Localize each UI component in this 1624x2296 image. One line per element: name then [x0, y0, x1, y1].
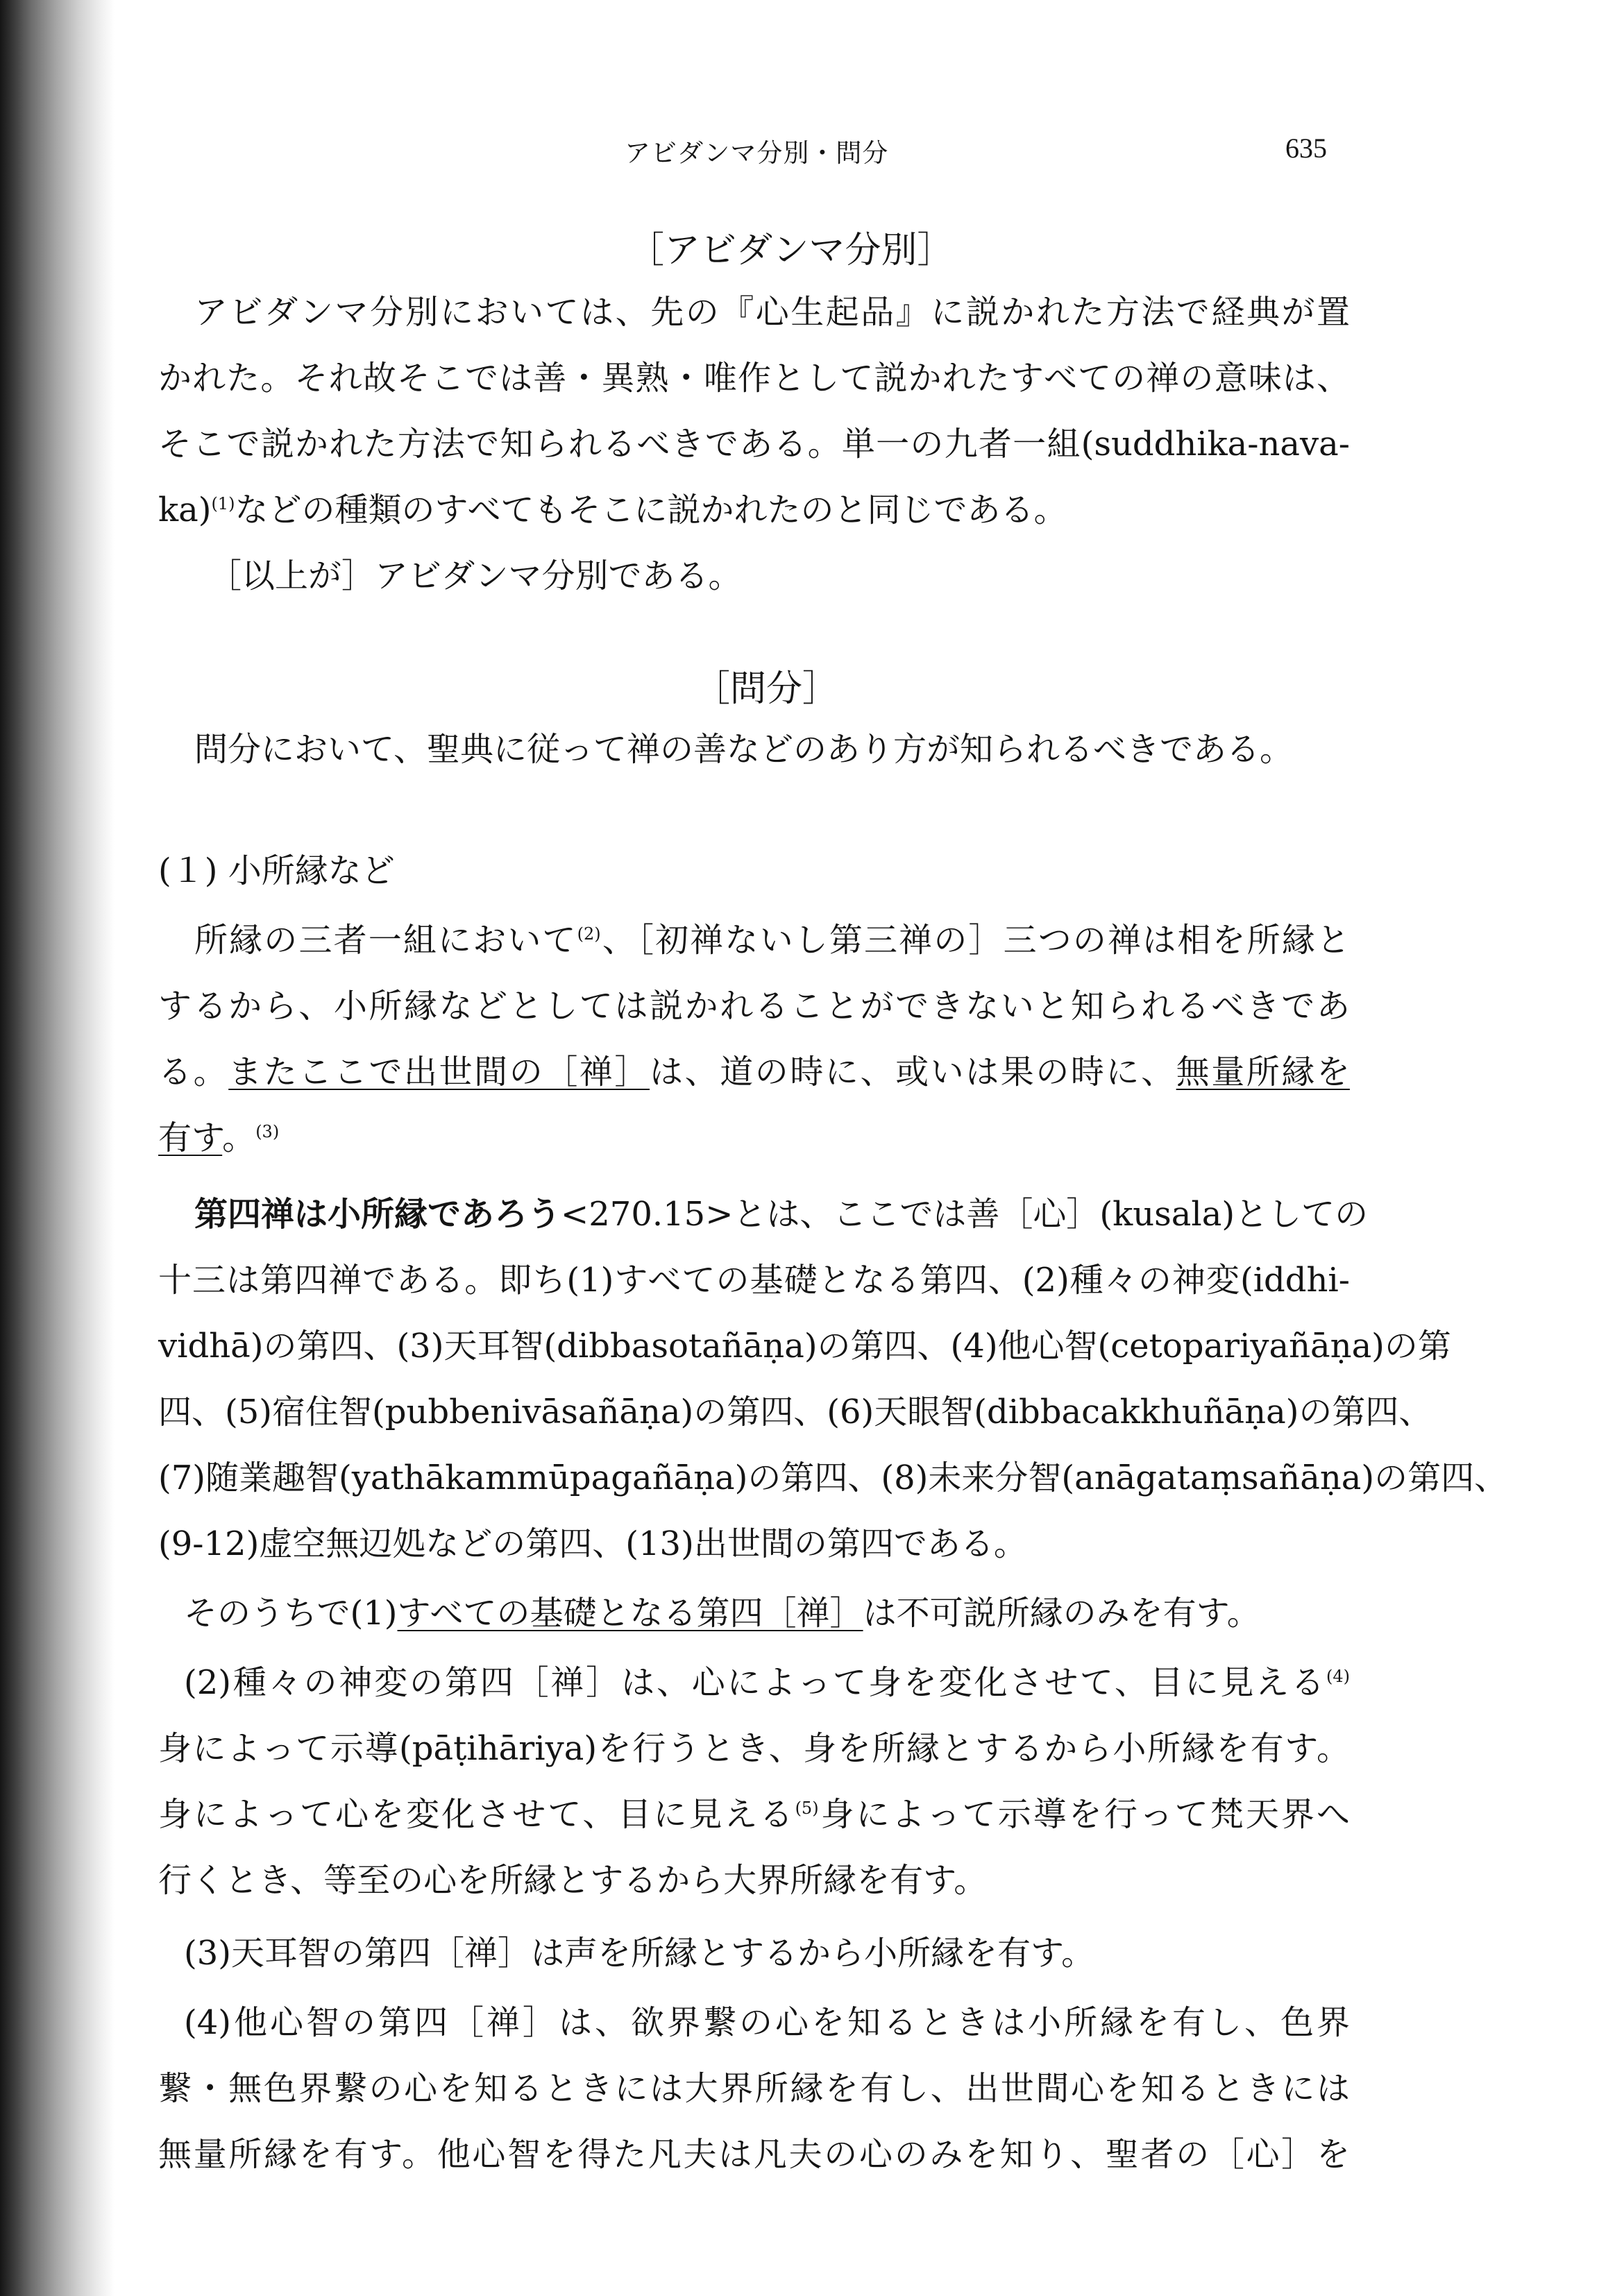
paragraph-line: (7)随業趣智(yathākammūpagañāṇa)の第四、(8)未来分智(anāgataṃsañāṇa)の第四、 — [158, 1459, 1508, 1497]
paragraph-line: 身によって示導(pāṭihāriya)を行うとき、身を所縁とするから小所縁を有す。 — [158, 1729, 1350, 1768]
book-spine-shadow — [0, 0, 115, 2296]
paragraph-line: 十三は第四禅である。即ち(1)すべての基礎となる第四、(2)種々の神変(iddhi- — [158, 1261, 1350, 1300]
footnote-ref: (2) — [577, 924, 601, 944]
underlined-text: 有す — [158, 1119, 223, 1157]
paragraph-line: 問分において、聖典に従って禅の善などのあり方が知られるべきである。 — [194, 730, 1294, 769]
paragraph-line: (9-12)虚空無辺処などの第四、(13)出世間の第四である。 — [158, 1524, 1027, 1563]
underlined-text: 無量所縁を — [1176, 1053, 1350, 1091]
underlined-text: またここで出世間の［禅］ — [228, 1053, 650, 1091]
paragraph-line: (4)他心智の第四［禅］は、欲界繋の心を知るときは小所縁を有し、色界 — [184, 2003, 1350, 2042]
subsection-heading: (１) 小所縁など — [158, 851, 395, 890]
footnote-ref: (1) — [211, 494, 235, 513]
section-heading-abhidhamma: ［アビダンマ分別］ — [628, 230, 954, 271]
paragraph-line: ka)$^{(1)}$などの種類のすべてもそこに説かれたのと同じである。 — [158, 491, 1067, 529]
paragraph-line: 四、(5)宿住智(pubbenivāsañāṇa)の第四、(6)天眼智(dibbacakkhuñāṇa)の第四、 — [158, 1393, 1432, 1431]
paragraph-line: 所縁の三者一組において$^{(2)}$、［初禅ないし第三禅の］三つの禅は相を所縁と — [194, 921, 1350, 960]
paragraph-line: (3)天耳智の第四［禅］は声を所縁とするから小所縁を有す。 — [184, 1934, 1095, 1973]
paragraph-line: そのうちで(1)すべての基礎となる第四［禅］は不可説所縁のみを有す。 — [184, 1594, 1260, 1633]
paragraph-line: アビダンマ分別においては、先の『心生起品』に説かれた方法で経典が置 — [194, 293, 1350, 332]
underlined-text: すべての基礎となる第四［禅］ — [397, 1594, 863, 1633]
paragraph-line: そこで説かれた方法で知られるべきである。単一の九者一組(suddhika-nava- — [158, 425, 1350, 464]
paragraph-line: (2)種々の神変の第四［禅］は、心によって身を変化させて、目に見える$^{(4)}$ — [184, 1663, 1350, 1702]
paragraph-line: vidhā)の第四、(3)天耳智(dibbasotañāṇa)の第四、(4)他心智(cetopariyañāṇa)の第 — [158, 1327, 1451, 1366]
bold-lemma: 第四禅は小所縁であろう — [194, 1195, 561, 1234]
paragraph-line: 身によって心を変化させて、目に見える$^{(5)}$身によって示導を行って梵天界へ — [158, 1795, 1350, 1834]
paragraph-line: る。またここで出世間の［禅］は、道の時に、或いは果の時に、無量所縁を — [158, 1053, 1350, 1091]
footnote-ref: (5) — [795, 1798, 819, 1818]
paragraph-line: 行くとき、等至の心を所縁とするから大界所縁を有す。 — [158, 1861, 988, 1900]
paragraph-line: 第四禅は小所縁であろう<270.15>とは、ここでは善［心］(kusala)としての — [194, 1195, 1369, 1234]
page-number: 635 — [1285, 133, 1327, 164]
footnote-ref: (4) — [1326, 1667, 1350, 1686]
paragraph-line: 有す。$^{(3)}$ — [158, 1119, 280, 1157]
paragraph-line: 無量所縁を有す。他心智を得た凡夫は凡夫の心のみを知り、聖者の［心］を — [158, 2135, 1350, 2174]
running-title: アビダンマ分別・問分 — [625, 138, 889, 168]
paragraph-line: かれた。それ故そこでは善・異熟・唯作として説かれたすべての禅の意味は、 — [158, 359, 1350, 398]
paragraph-line: 繋・無色界繋の心を知るときには大界所縁を有し、出世間心を知るときには — [158, 2069, 1350, 2108]
section-heading-questions: ［問分］ — [694, 668, 839, 710]
paragraph-line: するから、小所縁などとしては説かれることができないと知られるべきであ — [158, 987, 1350, 1026]
paragraph-line: ［以上が］アビダンマ分別である。 — [208, 556, 742, 595]
footnote-ref: (3) — [255, 1122, 280, 1141]
